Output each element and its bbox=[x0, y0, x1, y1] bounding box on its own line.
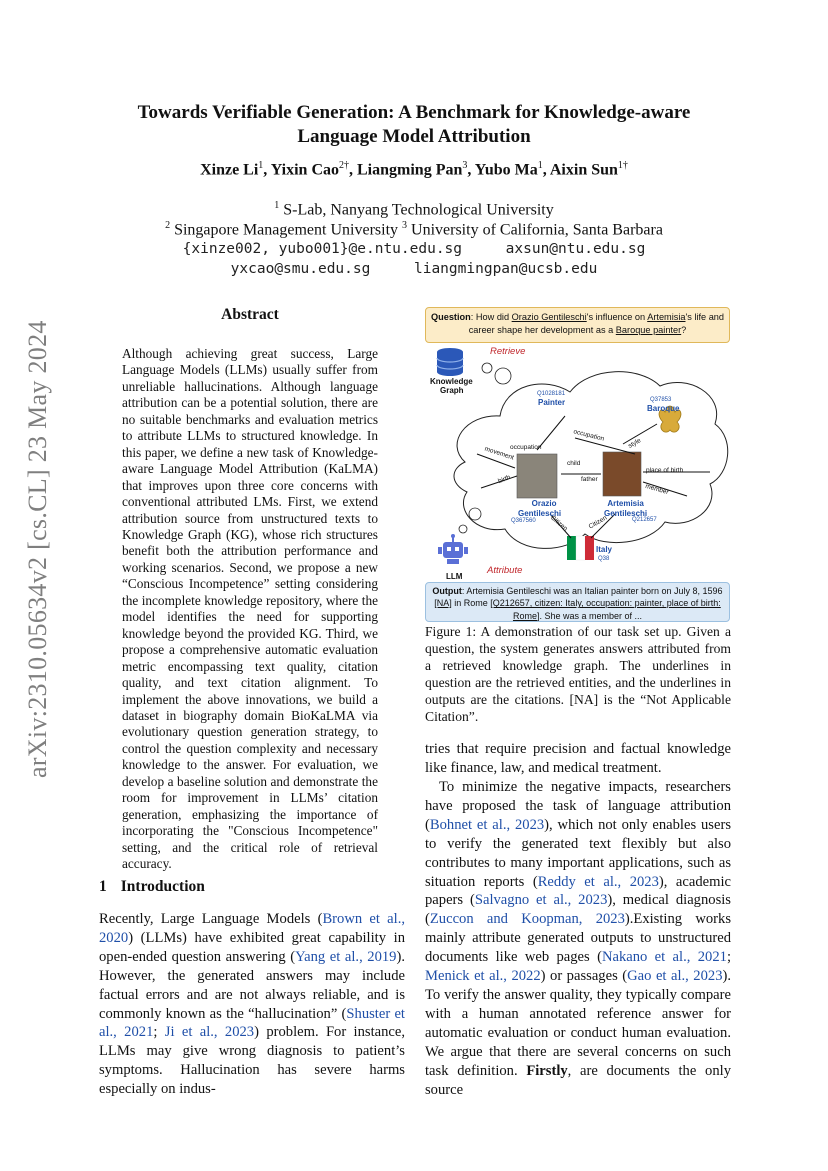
edge-label: father bbox=[581, 476, 598, 483]
kg-label-line: Graph bbox=[440, 386, 464, 395]
text: : Artemisia Gentileschi was an Italian painter born on July 8, 1596 bbox=[461, 586, 723, 596]
affiliation-line-2 bbox=[0, 220, 828, 239]
affil-text: University of California, Santa Barbara bbox=[411, 221, 663, 239]
node-artemisia bbox=[604, 499, 647, 519]
node-baroque: Baroque bbox=[647, 404, 680, 413]
paper-title bbox=[0, 101, 828, 149]
node-id: Q367560 bbox=[511, 518, 536, 524]
text: , are documents the only source bbox=[425, 1062, 731, 1098]
author-sup: 1† bbox=[617, 160, 628, 171]
citation-link[interactable]: Yang et al., 2019 bbox=[295, 948, 397, 965]
figure-output-box bbox=[425, 582, 730, 622]
section-number: 1 bbox=[99, 878, 107, 895]
citation-link[interactable]: Nakano et al., 2021 bbox=[601, 949, 727, 966]
edge-label: style bbox=[627, 437, 643, 450]
llm-label: LLM bbox=[446, 572, 463, 581]
right-paragraph-2 bbox=[425, 778, 731, 1099]
text: ) or passages ( bbox=[540, 968, 628, 985]
edge-label: birth bbox=[497, 473, 512, 486]
email-line-2: yxcao@smu.edu.sg liangmingpan@ucsb.edu bbox=[230, 261, 598, 277]
output-citation: [NA] bbox=[434, 598, 452, 609]
author-name: Yixin Cao bbox=[270, 161, 339, 179]
section-title: Introduction bbox=[120, 878, 205, 895]
kg-label-line: Knowledge bbox=[430, 377, 473, 386]
text: ) problem. For instance, LLMs may give wrong diagnosis to patient’s symptoms. Hallucination has severe harms especially on indus- bbox=[99, 1024, 406, 1098]
author-list: Xinze Li$^1$, Yixin Cao$^{2\dagger}$, Liangming Pan$^3$, Yubo Ma$^1$, Aixin Sun$^{1\dagger}$ bbox=[200, 160, 628, 179]
affil-text: S-Lab, Nanyang Technological University bbox=[283, 201, 554, 219]
node-name: Artemisia bbox=[607, 499, 644, 508]
text: ). However, the generated answers may include factual errors and are not always reliable, and is commonly known as the “hallucination” ( bbox=[99, 948, 405, 1022]
node-id: Q212657 bbox=[632, 517, 657, 523]
edge-label: movement bbox=[483, 445, 515, 462]
text: ), medical diagnosis ( bbox=[425, 892, 731, 928]
citation-link[interactable]: Brown et al., 2020 bbox=[99, 911, 405, 946]
question-entity: Artemisia bbox=[647, 312, 686, 322]
citation-link[interactable]: Gao et al., 2023 bbox=[627, 968, 723, 985]
author-sup: 1 bbox=[537, 160, 543, 171]
retrieve-label: Retrieve bbox=[490, 346, 526, 357]
node-name: Gentileschi bbox=[518, 509, 562, 518]
robot-icon bbox=[438, 534, 468, 564]
question-entity: Orazio Gentileschi bbox=[511, 312, 587, 322]
text: 's life and career shape her development as a bbox=[468, 312, 725, 335]
author-sup: 3 bbox=[462, 160, 468, 171]
abstract-body: Although achieving great success, Large Language Models (LLMs) usually suffer from unreliable hallucinations. Although language attribution can be a potential solution, there are no suitable benchmarks and evaluation metrics to attribute LLMs to structured knowledge. In this paper, we define a new task of Knowledge-aware Language Model Attribution (KaLMA) that improves upon three core concerns with conventional attributed LMs. First, we extend attribution source from unstructured texts to Knowledge Graph (KG), whose rich structures benefit both the attribution performance and working scenarios. Second, we propose a new “Conscious Incompetence” setting considering the incomplete knowledge repository, where the model identifies the need for supporting knowledge beyond the provided KG. Third, we propose a comprehensive automatic evaluation metric encompassing text quality, citation quality, and text citation alignment. To implement the above innovations, we build a dataset in biography domain BioKaLMA via evolutionary question generation strategy, to control the question complexity and necessary knowledge to the answer. For evaluation, we develop a baseline solution and demonstrate the room for improvement in LLMs’ citation generation, emphasizing the importance of incorporating the "Conscious Incompetence" setting, and the critical role of retrieval accuracy. bbox=[122, 346, 378, 872]
edge-label: child bbox=[567, 460, 581, 467]
italy-flag-icon bbox=[567, 536, 594, 560]
output-citation: [Q212657, citizen: Italy, occupation: painter, place of birth: Rome] bbox=[490, 598, 721, 621]
text: Recently, Large Language Models ( bbox=[99, 911, 323, 927]
edge-label: Citizen bbox=[587, 514, 609, 531]
affil-sup: 2 bbox=[165, 220, 171, 231]
affil-text: Singapore Management University bbox=[174, 221, 399, 239]
text: ).Existing works mainly attribute generated outputs to unstructured documents like web pages ( bbox=[425, 911, 732, 966]
citation-link[interactable]: Salvagno et al., 2023 bbox=[474, 892, 608, 909]
affiliation-line-1 bbox=[0, 200, 828, 219]
attribute-label: Attribute bbox=[487, 565, 523, 576]
edge-label: place of birth bbox=[646, 467, 684, 474]
edge-label: member bbox=[644, 482, 670, 497]
orazio-portrait bbox=[517, 454, 557, 498]
author-sup: 1 bbox=[258, 160, 264, 171]
title-line-2: Language Model Attribution bbox=[297, 126, 531, 147]
text: ) (LLMs) have exhibited great capability in open-ended question answering ( bbox=[99, 929, 405, 965]
title-line-1: Towards Verifiable Generation: A Benchmark for Knowledge-aware bbox=[137, 102, 691, 123]
citation-link[interactable]: Shuster et al., 2021 bbox=[99, 1005, 405, 1041]
citation-link[interactable]: Menick et al., 2022 bbox=[425, 968, 541, 985]
text: ; bbox=[726, 949, 731, 966]
text: : How did bbox=[470, 312, 512, 322]
right-paragraph-1: tries that require precision and factual knowledge like finance, law, and medical treatment. bbox=[425, 741, 731, 776]
text: in Rome bbox=[451, 598, 491, 609]
node-id: Q37853 bbox=[650, 397, 672, 403]
author-sup: 2† bbox=[339, 160, 349, 171]
node-id: Q38 bbox=[598, 556, 610, 562]
figure-question-box bbox=[425, 307, 730, 343]
edge-label: occupation bbox=[572, 428, 605, 443]
thought-bubble bbox=[495, 368, 511, 384]
node-id: Q1028181 bbox=[537, 391, 566, 397]
author-name: Xinze Li bbox=[200, 161, 259, 179]
text: ), which not only enables users to verify the generated text flexibly but also contributes to many important applications, such as situation reports ( bbox=[425, 816, 731, 890]
text: To minimize the negative impacts, researchers have proposed the task of language attribution ( bbox=[425, 779, 731, 833]
author-name: Yubo Ma bbox=[474, 161, 538, 179]
citation-link[interactable]: Reddy et al., 2023 bbox=[537, 873, 659, 890]
kg-label bbox=[430, 377, 473, 395]
section-heading bbox=[99, 878, 219, 896]
text: ). To verify the answer quality, they typically compare with a human annotated reference answer for automatic evaluation or conduct human evaluation. We argue that there are several concerns on such task definition. bbox=[425, 968, 732, 1079]
output-prefix: Output bbox=[432, 586, 462, 596]
thought-bubble bbox=[482, 363, 492, 373]
email-line-1: {xinze002, yubo001}@e.ntu.edu.sg axsun@ntu.edu.sg bbox=[182, 241, 646, 257]
question-prefix: Question bbox=[430, 312, 471, 322]
question-entity: Baroque painter bbox=[615, 325, 682, 335]
abstract-heading: Abstract bbox=[221, 306, 279, 323]
text: ; bbox=[153, 1024, 165, 1041]
bold-text: Firstly bbox=[526, 1062, 568, 1079]
edge-label: Citizen bbox=[549, 514, 569, 533]
artemisia-portrait bbox=[603, 452, 641, 496]
node-painter: Painter bbox=[538, 398, 566, 407]
figure-caption: Figure 1: A demonstration of our task set up. Given a question, the system generates answers attributed from a retrieved knowledge graph. The underlines in question are the retrieved entities, and the underlines in outputs are the citations. [NA] is the “Not Applicable Citation”. bbox=[425, 624, 731, 724]
thought-bubble bbox=[459, 525, 467, 533]
node-name: Gentileschi bbox=[604, 509, 648, 518]
node-name: Orazio bbox=[531, 499, 557, 508]
text: 's influence on bbox=[586, 312, 648, 322]
author-name: Liangming Pan bbox=[357, 161, 463, 179]
node-italy: Italy bbox=[596, 545, 613, 554]
text: . She was a member of ... bbox=[539, 610, 643, 621]
author-name: Aixin Sun bbox=[549, 161, 618, 179]
citation-link[interactable]: Bohnet et al., 2023 bbox=[429, 816, 545, 833]
database-icon bbox=[437, 348, 463, 376]
citation-link[interactable]: Zuccon and Koopman, 2023 bbox=[429, 911, 625, 928]
text: ? bbox=[681, 325, 687, 335]
text: ), academic papers ( bbox=[425, 873, 732, 909]
arxiv-stamp: arXiv:2310.05634v2 [cs.CL] 23 May 2024 bbox=[23, 320, 52, 778]
citation-link[interactable]: Ji et al., 2023 bbox=[164, 1024, 255, 1041]
thought-bubble bbox=[469, 508, 481, 520]
intro-paragraph-1 bbox=[99, 910, 405, 1099]
affil-sup: 3 bbox=[402, 220, 408, 231]
affil-sup: 1 bbox=[274, 200, 280, 211]
edge-label: occupation bbox=[510, 444, 542, 451]
